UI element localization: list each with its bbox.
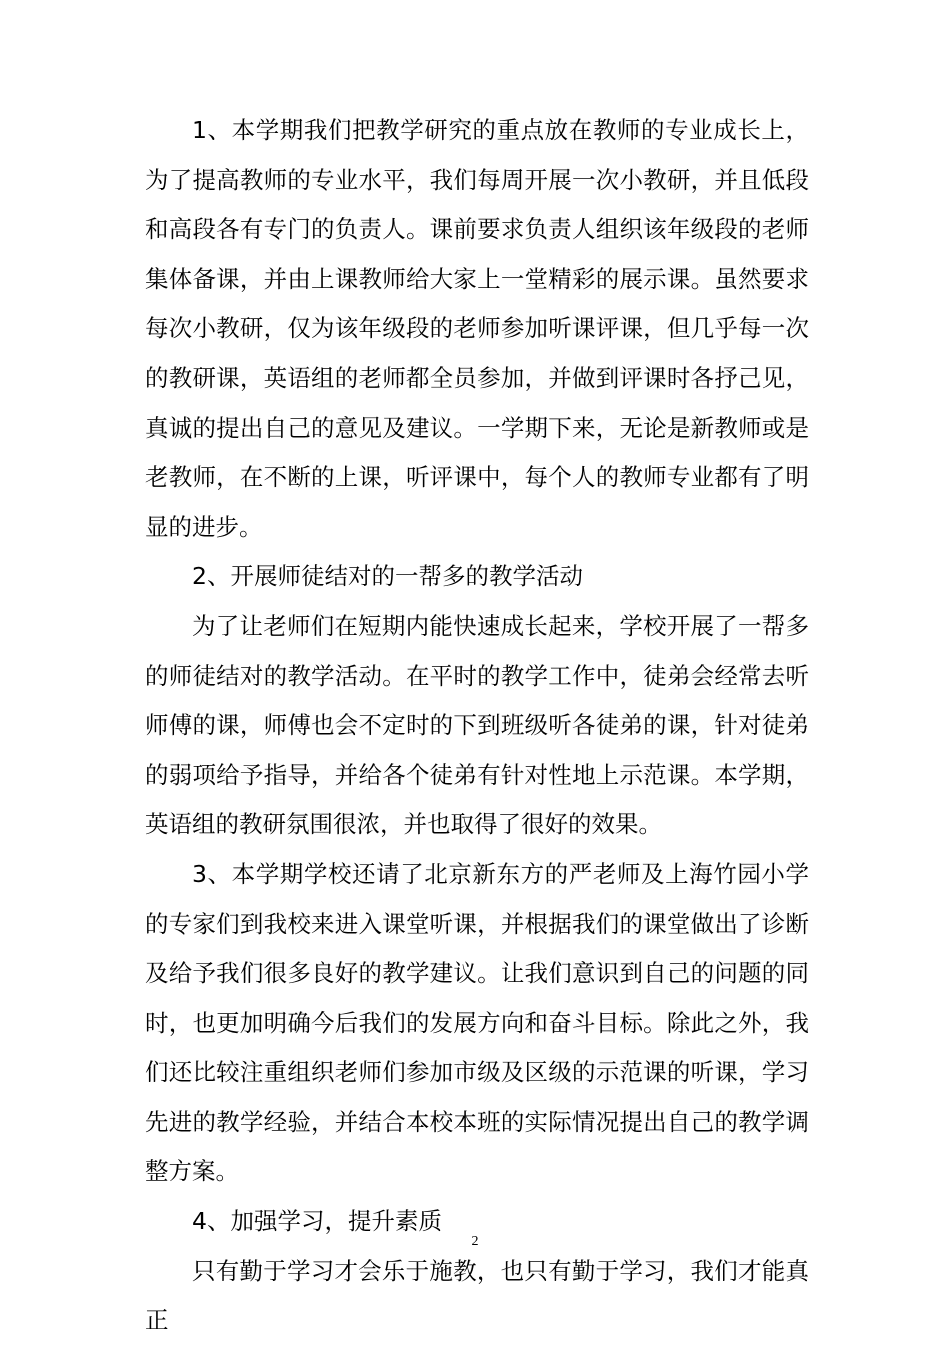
paragraph-learning: 只有勤于学习才会乐于施教，也只有勤于学习，我们才能真正 — [145, 1256, 809, 1335]
heading-strengthen-learning: 4、加强学习，提升素质 — [192, 1207, 442, 1236]
paragraph-mentorship: 为了让老师们在短期内能快速成长起来，学校开展了一帮多的师徒结对的教学活动。在平时的教学工作中，徒弟会经常去听师傅的课，师傅也会不定时的下到班级听各徒弟的课，针对徒弟的弱项给予指导，并给各个徒弟有针对性地上示范课。本学期，英语组的教研氛围很浓，并也取得了很好的效果。 — [145, 611, 809, 839]
paragraph-research-focus: 1、本学期我们把教学研究的重点放在教师的专业成长上，为了提高教师的专业水平，我们每周开展一次小教研，并且低段和高段各有专门的负责人。课前要求负责人组织该年级段的老师集体备课，并由上课教师给大家上一堂精彩的展示课。虽然要求每次小教研，仅为该年级段的老师参加听课评课，但几乎每一次的教研课，英语组的老师都全员参加，并做到评课时各抒己见，真诚的提出自己的意见及建议。一学期下来，无论是新教师或是老教师，在不断的上课，听评课中，每个人的教师专业都有了明显的进步。 — [145, 116, 809, 541]
heading-mentorship: 2、开展师徒结对的一帮多的教学活动 — [192, 562, 583, 591]
page-number: 2 — [471, 1234, 479, 1249]
paragraph-expert-visits: 3、本学期学校还请了北京新东方的严老师及上海竹园小学的专家们到我校来进入课堂听课，并根据我们的课堂做出了诊断及给予我们很多良好的教学建议。让我们意识到自己的问题的同时，也更加明确今后我们的发展方向和奋斗目标。除此之外，我们还比较注重组织老师们参加市级及区级的示范课的听课，学习先进的教学经验，并结合本校本班的实际情况提出自己的教学调整方案。 — [145, 859, 809, 1186]
body-text — [145, 106, 809, 1346]
